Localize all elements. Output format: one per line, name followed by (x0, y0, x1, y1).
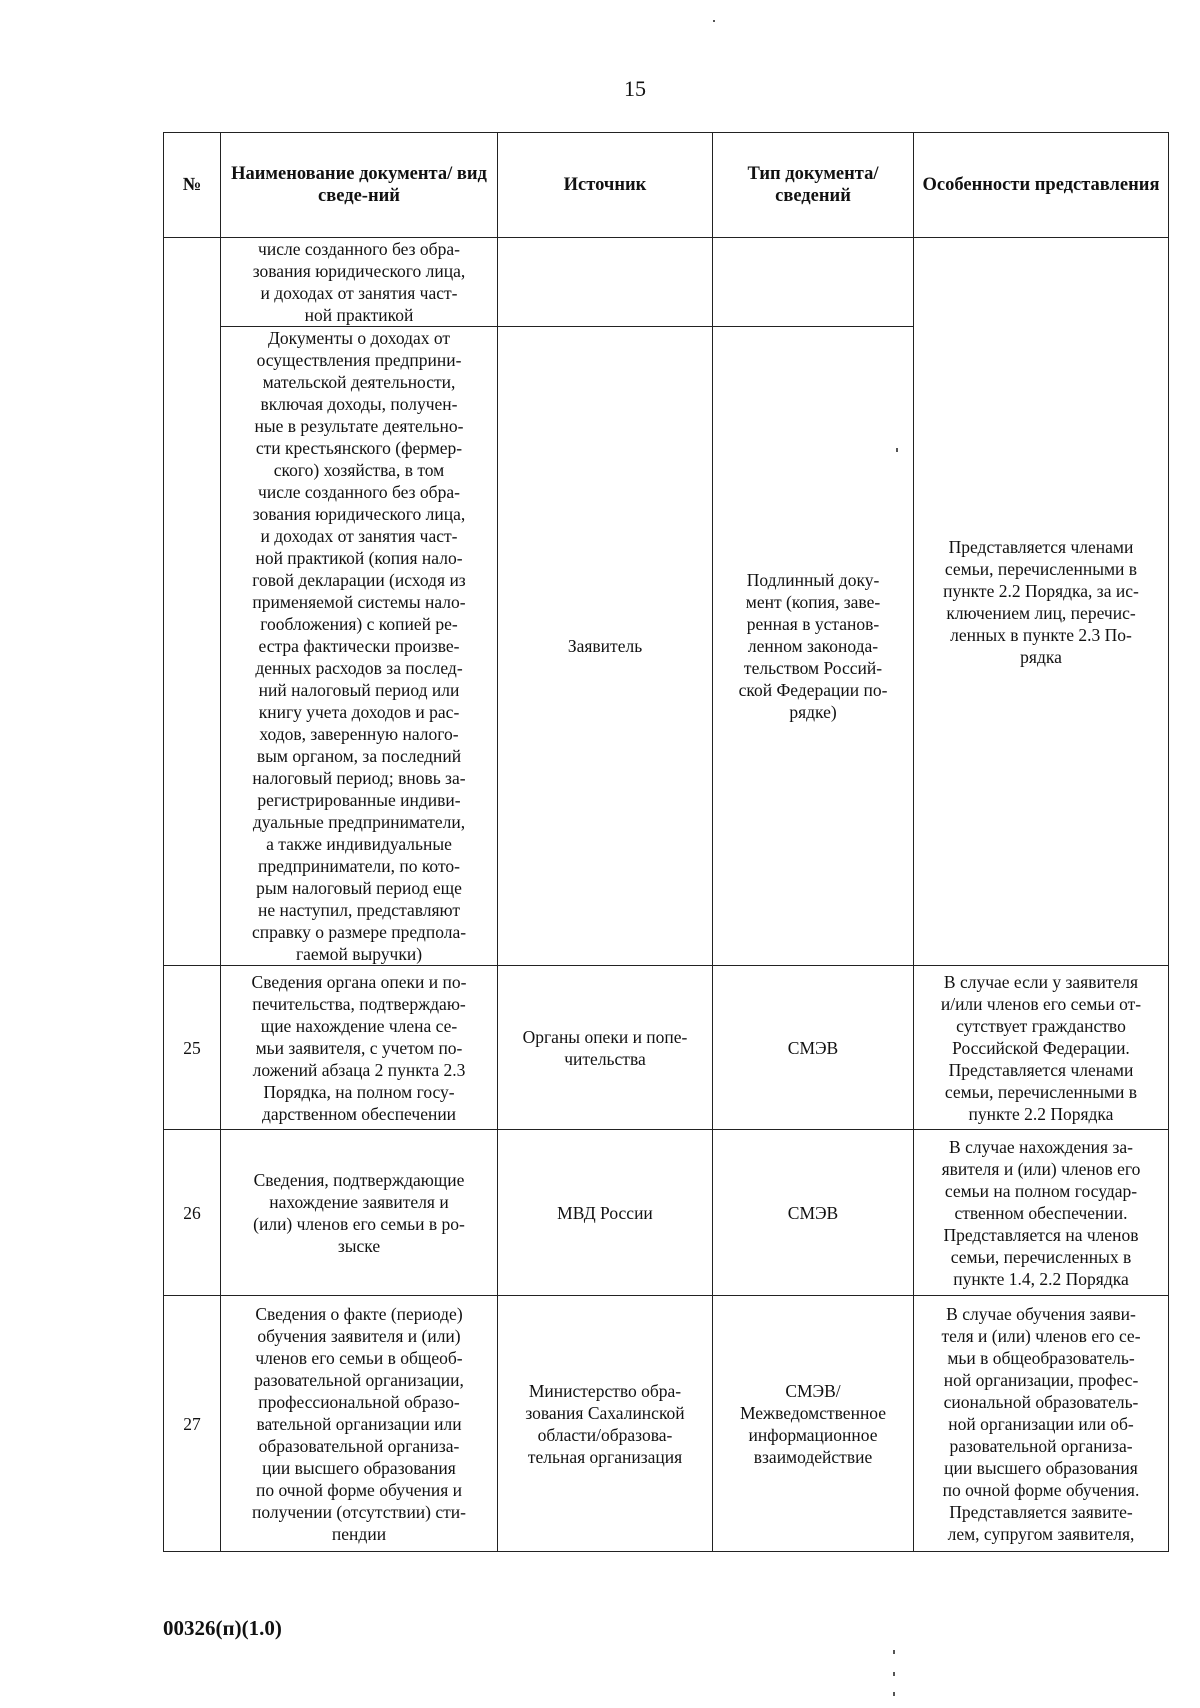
submission-features-cell: В случае нахождения за- явителя и (или) членов его семьи на полном государ- ственном обеспечении. Представляется на членов семьи, перечисленных в пункте 1.4, 2.2 Порядка (914, 1130, 1169, 1296)
header-number: № (164, 133, 221, 238)
scan-speck (893, 1650, 895, 1654)
document-name-cell: Сведения о факте (периоде) обучения заявителя и (или) членов его семьи в общеоб- разовательной организации, профессиональной образо- вательной организации или образовательной организа- ции высшего образования по очной форме обучения и получении (отсутствии) сти- пендии (221, 1296, 498, 1552)
row-number-cell: 26 (164, 1130, 221, 1296)
document-type-cell: Подлинный доку- мент (копия, заве- ренная в установ- ленном законода- тельством Россий- ской Федерации по- рядке) (713, 327, 914, 966)
scan-speck (893, 1672, 895, 1676)
document-type-cell: СМЭВ (713, 966, 914, 1130)
header-document-name: Наименование документа/ вид сведе-ний (221, 133, 498, 238)
row-number-cell: 27 (164, 1296, 221, 1552)
source-cell: Заявитель (498, 327, 713, 966)
submission-features-cell: Представляется членами семьи, перечисленными в пункте 2.2 Порядка, за ис- ключением лиц, перечис- ленных в пункте 2.3 По- рядка (914, 238, 1169, 966)
table-row (164, 1296, 1169, 1552)
document-name-cell: числе созданного без обра- зования юридического лица, и доходах от занятия част- ной практикой (221, 238, 498, 327)
source-cell: МВД России (498, 1130, 713, 1296)
scan-speck (713, 20, 715, 22)
table-row (164, 966, 1169, 1130)
row-number-cell: 25 (164, 966, 221, 1130)
document-name-cell: Документы о доходах от осуществления предприни- мательской деятельности, включая доходы, получен- ные в результате деятельно- сти крестьянского (фермер- ского) хозяйства, в том числе созданного без обра- зования юридического лица, и доходах от занятия част- ной практикой (копия нало- говой декларации (исходя из применяемой системы нало- гообложения) с копией ре- естра фактически произве- денных расходов за послед- ний налоговый период или книгу учета доходов и рас- ходов, заверенную налого- вым органом, за последний налоговый период; вновь за- регистрированные индиви- дуальные предприниматели, а также индивидуальные предприниматели, по кото- рым налоговый период еще не наступил, представляют справку о размере предпола- гаемой выручки) (221, 327, 498, 966)
row-number-cell (164, 238, 221, 966)
source-cell: Органы опеки и попе- чительства (498, 966, 713, 1130)
requirements-table (163, 132, 1169, 1552)
submission-features-cell: В случае обучения заяви- теля и (или) членов его се- мьи в общеобразователь- ной организации, профес- сиональной образователь- ной организации или об- разовательной организа- ции высшего образования по очной форме обучения. Представляется заявите- лем, супругом заявителя, (914, 1296, 1169, 1552)
document-code: 00326(п)(1.0) (163, 1616, 282, 1640)
header-source: Источник (498, 133, 713, 238)
submission-features-cell: В случае если у заявителя и/или членов его семьи от- сутствует гражданство Российской Федерации. Представляется членами семьи, перечисленными в пункте 2.2 Порядка (914, 966, 1169, 1130)
document-type-cell: СМЭВ (713, 1130, 914, 1296)
document-type-cell: СМЭВ/ Межведомственное информационное взаимодействие (713, 1296, 914, 1552)
scan-speck (893, 1692, 895, 1696)
table-header-row (164, 133, 1169, 238)
header-document-type: Тип документа/ сведений (713, 133, 914, 238)
document-type-cell (713, 238, 914, 327)
header-submission-features: Особенности представления (914, 133, 1169, 238)
page-number: 15 (624, 76, 646, 101)
source-cell: Министерство обра- зования Сахалинской области/образова- тельная организация (498, 1296, 713, 1552)
scan-speck (896, 448, 898, 452)
table-row (164, 238, 1169, 327)
document-name-cell: Сведения органа опеки и по- печительства, подтверждаю- щие нахождение члена се- мьи заявителя, с учетом по- ложений абзаца 2 пункта 2.3 Порядка, на полном госу- дарственном обеспечении (221, 966, 498, 1130)
document-name-cell: Сведения, подтверждающие нахождение заявителя и (или) членов его семьи в ро- зыске (221, 1130, 498, 1296)
source-cell (498, 238, 713, 327)
table-row (164, 1130, 1169, 1296)
